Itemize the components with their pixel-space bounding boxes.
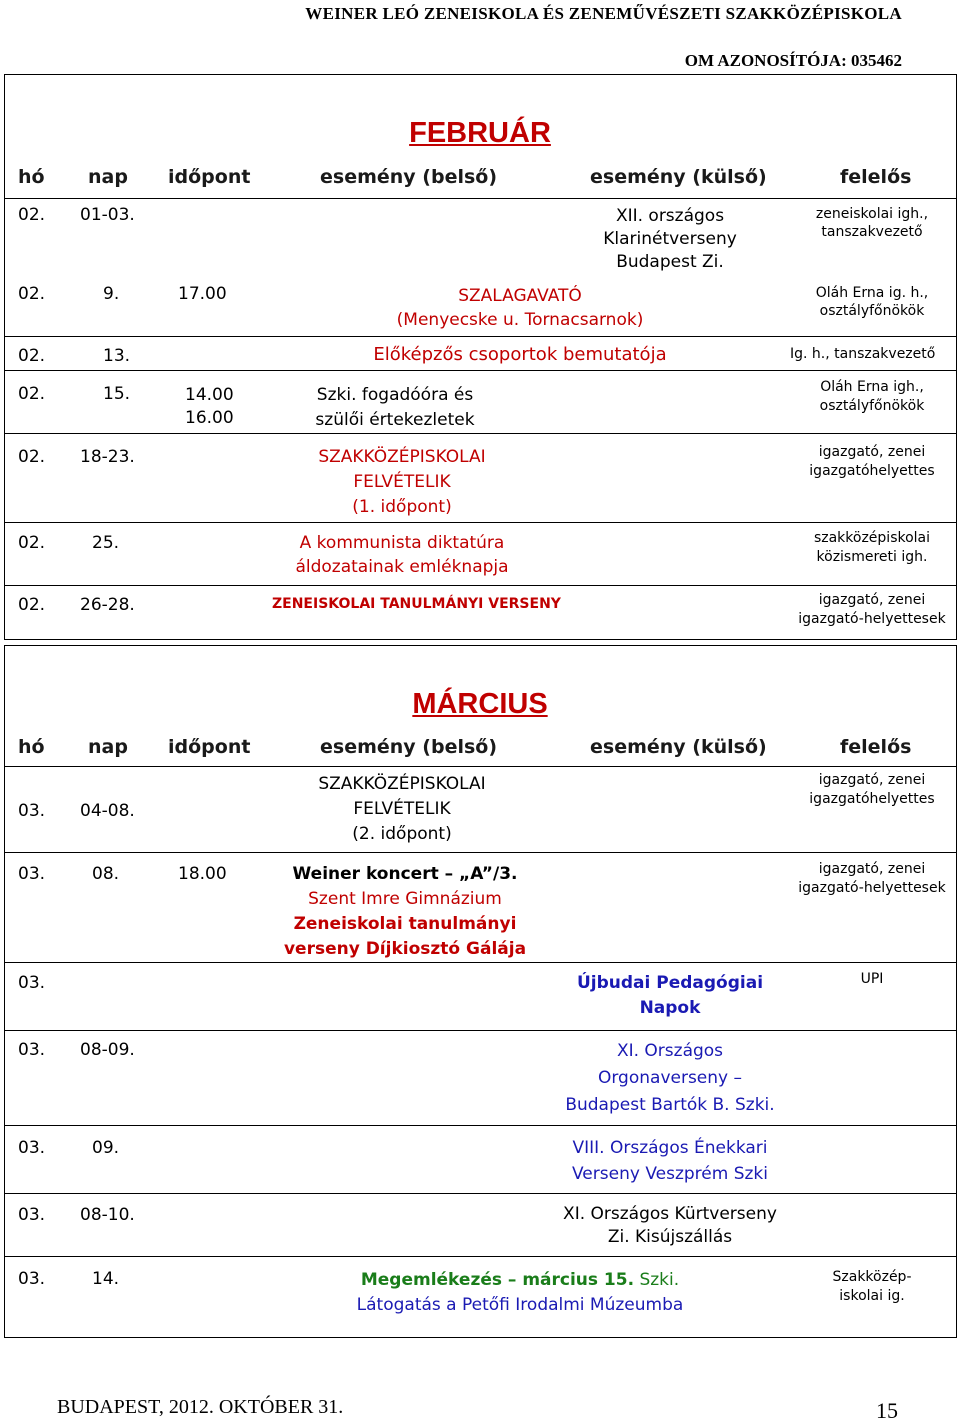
mar-rule-2 xyxy=(4,962,956,963)
mar-r1-nap: 04-08. xyxy=(80,801,135,821)
mar-rule-3 xyxy=(4,1030,956,1031)
feb-r2-felelos: Oláh Erna ig. h., osztályfőnökök xyxy=(815,285,929,319)
col-idopont-mar: időpont xyxy=(168,736,251,758)
feb-r1-kulso: XII. országos Klarinétverseny Budapest Zi. xyxy=(603,206,737,272)
mar-rule-1 xyxy=(4,852,956,853)
mar-r2-ho: 03. xyxy=(18,864,46,884)
feb-r1-nap: 01-03. xyxy=(80,205,135,225)
march-title: MÁRCIUS xyxy=(412,688,548,720)
mar-r3-kulso: Újbudai Pedagógiai Napok xyxy=(576,973,764,1018)
feb-r6-ho: 02. xyxy=(18,533,46,553)
feb-r3-felelos: Ig. h., tanszakvezető xyxy=(790,346,936,362)
feb-r1-felelos: zeneiskolai igh., tanszakvezető xyxy=(815,206,929,240)
feb-r1-ho: 02. xyxy=(18,205,46,225)
feb-r6-felelos: szakközépiskolai közismereti igh. xyxy=(813,530,931,565)
col-idopont: időpont xyxy=(168,166,251,188)
col-kulso: esemény (külső) xyxy=(590,166,767,188)
feb-rule-2 xyxy=(4,336,956,337)
mar-r4-ho: 03. xyxy=(18,1040,46,1060)
mar-r7-belso: Megemlékezés – március 15. Szki. Látogatás a Petőfi Irodalmi Múzeumba xyxy=(356,1270,684,1315)
feb-r3-ho: 02. xyxy=(18,346,46,366)
feb-r2-idopont: 17.00 xyxy=(178,284,227,304)
mar-rule-6 xyxy=(4,1256,956,1257)
mar-r3-ho: 03. xyxy=(18,973,46,993)
mar-rule-4 xyxy=(4,1125,956,1126)
feb-rule-5 xyxy=(4,522,956,523)
mar-r7-felelos: Szakközép- iskolai ig. xyxy=(832,1269,912,1304)
feb-r3-belso: Előképzős csoportok bemutatója xyxy=(373,344,667,365)
feb-r5-ho: 02. xyxy=(18,447,46,467)
feb-r3-nap: 13. xyxy=(103,346,131,366)
feb-r5-felelos: igazgató, zenei igazgatóhelyettes xyxy=(809,444,935,479)
col-belso: esemény (belső) xyxy=(320,166,498,188)
om-id: OM AZONOSÍTÓJA: 035462 xyxy=(684,51,902,70)
mar-r2-felelos: igazgató, zenei igazgató-helyettesek xyxy=(798,861,946,896)
col-felelos: felelős xyxy=(840,166,912,188)
feb-r4-ho: 02. xyxy=(18,384,46,404)
feb-header-rule xyxy=(4,198,956,199)
mar-r1-felelos: igazgató, zenei igazgatóhelyettes xyxy=(809,772,935,807)
feb-r7-ho: 02. xyxy=(18,595,46,615)
col-belso-mar: esemény (belső) xyxy=(320,736,498,758)
col-ho-mar: hó xyxy=(18,736,45,758)
mar-r4-nap: 08-09. xyxy=(80,1040,135,1060)
mar-r1-ho: 03. xyxy=(18,801,46,821)
feb-r7-nap: 26-28. xyxy=(80,595,135,615)
col-nap: nap xyxy=(88,166,128,188)
mar-header-rule xyxy=(4,766,956,767)
footer-date: BUDAPEST, 2012. OKTÓBER 31. xyxy=(57,1396,344,1418)
feb-rule-3 xyxy=(4,370,956,371)
mar-r5-kulso: VIII. Országos Énekkari Verseny Veszprém Szki xyxy=(572,1138,768,1184)
mar-r5-nap: 09. xyxy=(92,1138,120,1158)
col-nap-mar: nap xyxy=(88,736,128,758)
feb-rule-4 xyxy=(4,433,956,434)
mar-r6-ho: 03. xyxy=(18,1205,46,1225)
feb-r7-belso: ZENEISKOLAI TANULMÁNYI VERSENY xyxy=(272,596,561,612)
feb-r4-belso: Szki. fogadóóra és szülői értekezletek xyxy=(315,385,475,430)
school-name: WEINER LEÓ ZENEISKOLA ÉS ZENEMŰVÉSZETI SZAKKÖZÉPISKOLA xyxy=(305,4,902,23)
feb-r4-felelos: Oláh Erna igh., osztályfőnökök xyxy=(819,379,925,414)
mar-r7-nap: 14. xyxy=(92,1269,120,1289)
mar-r6-nap: 08-10. xyxy=(80,1205,135,1225)
mar-r3-felelos: UPI xyxy=(860,971,884,987)
mar-r6-kulso: XI. Országos Kürtverseny Zi. Kisújszállás xyxy=(563,1204,777,1247)
feb-r5-belso: SZAKKÖZÉPISKOLAI FELVÉTELIK (1. időpont) xyxy=(318,447,486,517)
mar-rule-5 xyxy=(4,1193,956,1194)
feb-r7-felelos: igazgató, zenei igazgató-helyettesek xyxy=(798,592,946,627)
feb-r2-nap: 9. xyxy=(103,284,120,304)
feb-r2-ho: 02. xyxy=(18,284,46,304)
mar-r2-belso: Weiner koncert – „A”/3. Szent Imre Gimnázium Zeneiskolai tanulmányi verseny Díjkiosztó Gálája xyxy=(283,864,527,959)
feb-r6-belso: A kommunista diktatúra áldozatainak emléknapja xyxy=(295,533,509,577)
mar-r4-kulso: XI. Országos Orgonaverseny – Budapest Bartók B. Szki. xyxy=(565,1041,775,1115)
february-title: FEBRUÁR xyxy=(409,117,551,149)
col-kulso-mar: esemény (külső) xyxy=(590,736,767,758)
feb-r2-belso: SZALAGAVATÓ (Menyecske u. Tornacsarnok) xyxy=(396,286,644,330)
feb-r5-nap: 18-23. xyxy=(80,447,135,467)
page-number: 15 xyxy=(876,1398,898,1423)
feb-r6-nap: 25. xyxy=(92,533,120,553)
mar-r5-ho: 03. xyxy=(18,1138,46,1158)
feb-r4-idopont: 14.00 16.00 xyxy=(185,385,234,428)
mar-r2-nap: 08. xyxy=(92,864,120,884)
col-felelos-mar: felelős xyxy=(840,736,912,758)
mar-r2-idopont: 18.00 xyxy=(178,864,227,884)
col-ho: hó xyxy=(18,166,45,188)
feb-rule-6 xyxy=(4,585,956,586)
mar-r1-belso: SZAKKÖZÉPISKOLAI FELVÉTELIK (2. időpont) xyxy=(318,774,486,844)
feb-r4-nap: 15. xyxy=(103,384,131,404)
mar-r7-ho: 03. xyxy=(18,1269,46,1289)
